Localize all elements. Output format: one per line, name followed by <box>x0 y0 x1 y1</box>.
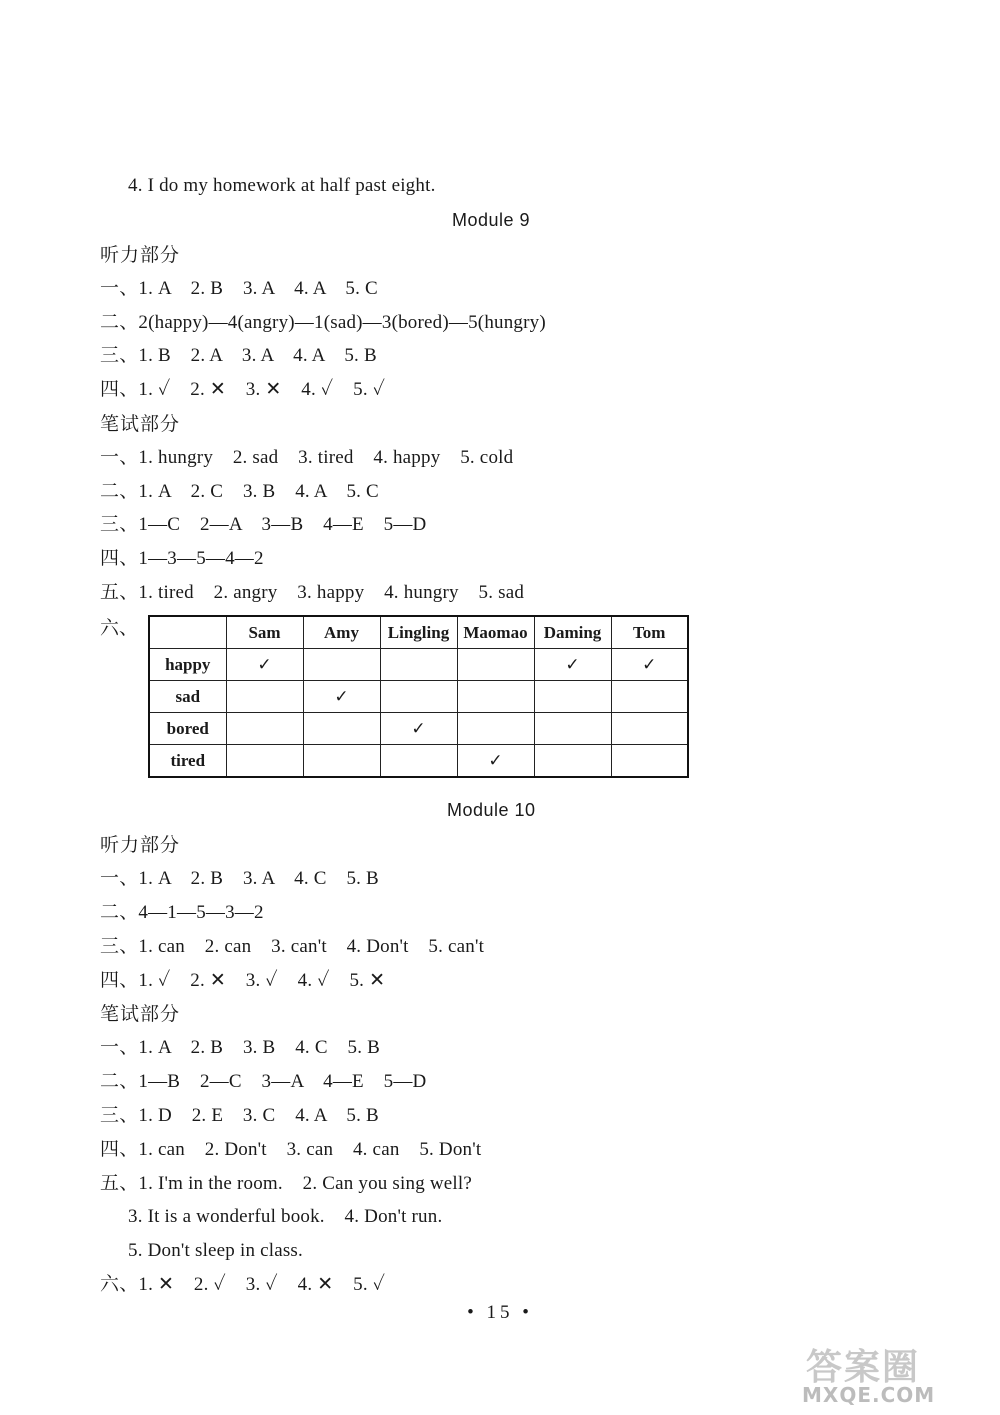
row-label: happy <box>149 649 226 681</box>
table-header-cell: Sam <box>226 616 303 649</box>
table-header-cell <box>149 616 226 649</box>
answer-line: 一、1. hungry 2. sad 3. tired 4. happy 5. cold <box>100 447 514 468</box>
answer-line: 四、1—3—5—4—2 <box>100 548 264 569</box>
row-label: bored <box>149 713 226 745</box>
module9-writing-label: 笔试部分 <box>100 413 181 435</box>
table-header-cell: Maomao <box>457 616 534 649</box>
module10-writing-label: 笔试部分 <box>100 1003 181 1025</box>
table-header-cell: Daming <box>534 616 611 649</box>
row-label: tired <box>149 745 226 778</box>
answer-line: 五、1. I'm in the room. 2. Can you sing well? <box>100 1173 472 1194</box>
table-cell <box>611 681 688 713</box>
table-cell: ✓ <box>457 745 534 778</box>
table-cell <box>611 713 688 745</box>
table-cell <box>303 649 380 681</box>
module10-heading: Module 10 <box>447 800 536 820</box>
answer-line: 一、1. A 2. B 3. A 4. A 5. C <box>100 278 378 299</box>
feelings-table <box>148 615 689 778</box>
table-cell <box>611 745 688 778</box>
answer-line: 二、2(happy)—4(angry)—1(sad)—3(bored)—5(hungry) <box>100 312 546 333</box>
table-cell <box>380 681 457 713</box>
table-row <box>149 649 688 681</box>
answer-line: 一、1. A 2. B 3. A 4. C 5. B <box>100 868 379 889</box>
answer-line: 四、1. ✓ 2. ✕ 3. ✕ 4. ✓ 5. ✓ <box>100 379 386 400</box>
answer-line: 二、4—1—5—3—2 <box>100 902 264 923</box>
table-cell <box>534 713 611 745</box>
table-cell: ✓ <box>611 649 688 681</box>
table-cell: ✓ <box>303 681 380 713</box>
table-cell <box>303 713 380 745</box>
row-label: sad <box>149 681 226 713</box>
table-cell <box>457 713 534 745</box>
table-cell: ✓ <box>380 713 457 745</box>
module9-heading: Module 9 <box>452 210 531 230</box>
answer-line: 五、1. tired 2. angry 3. happy 4. hungry 5. sad <box>100 582 525 603</box>
answer-line: 一、1. A 2. B 3. B 4. C 5. B <box>100 1037 380 1058</box>
watermark-bottom: MXQE.COM <box>802 1383 936 1407</box>
module10-listening-label: 听力部分 <box>100 834 181 856</box>
table-cell <box>457 649 534 681</box>
module9-listening-label: 听力部分 <box>100 244 181 266</box>
table-prefix: 六、 <box>100 617 139 639</box>
table-cell <box>457 681 534 713</box>
table-row <box>149 713 688 745</box>
table-cell <box>380 649 457 681</box>
answer-line: 4. I do my homework at half past eight. <box>128 175 436 196</box>
table-cell <box>534 681 611 713</box>
answer-line: 5. Don't sleep in class. <box>128 1240 303 1261</box>
table-cell <box>534 745 611 778</box>
answer-line: 三、1. D 2. E 3. C 4. A 5. B <box>100 1105 379 1126</box>
answer-line: 四、1. can 2. Don't 3. can 4. can 5. Don't <box>100 1139 482 1160</box>
answer-line: 三、1. can 2. can 3. can't 4. Don't 5. can't <box>100 936 485 957</box>
table-header-cell: Lingling <box>380 616 457 649</box>
answer-line: 二、1. A 2. C 3. B 4. A 5. C <box>100 481 379 502</box>
table-header-cell: Amy <box>303 616 380 649</box>
table-cell: ✓ <box>534 649 611 681</box>
page-number: • 15 • <box>467 1302 533 1323</box>
table-cell <box>303 745 380 778</box>
table-cell <box>226 713 303 745</box>
answer-line: 六、1. ✕ 2. ✓ 3. ✓ 4. ✕ 5. ✓ <box>100 1274 386 1295</box>
table-row <box>149 681 688 713</box>
table-row <box>149 745 688 778</box>
watermark-top: 答案圈 <box>806 1347 921 1388</box>
table-cell <box>226 745 303 778</box>
answer-line: 三、1. B 2. A 3. A 4. A 5. B <box>100 345 377 366</box>
answer-line: 3. It is a wonderful book. 4. Don't run. <box>128 1206 443 1227</box>
answer-line: 三、1—C 2—A 3—B 4—E 5—D <box>100 514 427 535</box>
table-cell <box>226 681 303 713</box>
table-header-row <box>149 616 688 649</box>
answer-line: 二、1—B 2—C 3—A 4—E 5—D <box>100 1071 427 1092</box>
answer-line: 四、1. ✓ 2. ✕ 3. ✓ 4. ✓ 5. ✕ <box>100 970 386 991</box>
table-cell: ✓ <box>226 649 303 681</box>
table-cell <box>380 745 457 778</box>
watermark-logo <box>792 1339 972 1409</box>
table-header-cell: Tom <box>611 616 688 649</box>
